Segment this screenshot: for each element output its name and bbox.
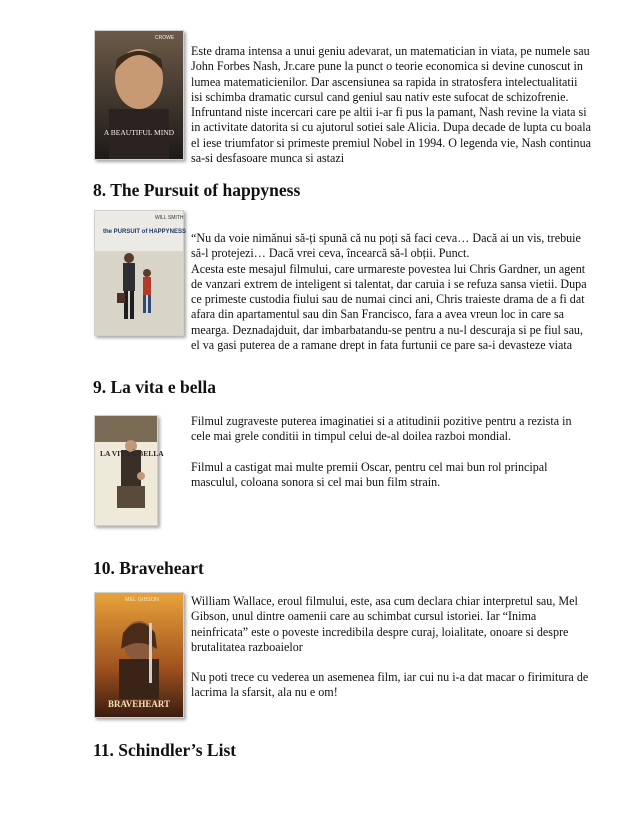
- paragraph: Filmul zugraveste puterea imaginatiei si a atitudinii pozitive pentru a rezista in cele mai grele conditii in timpul celui de-al doilea razboi mondial.: [191, 414, 572, 444]
- heading-number: 9.: [93, 377, 107, 397]
- poster-a-beautiful-mind-top: CROWE: [155, 35, 175, 41]
- paragraph: Este drama intensa a unui geniu adevarat, un matematician in viata, pe numele sau John Forbes Nash, Jr.care pune la punct o teorie economica si devine cunoscut in lumea matematicienilor. Dar ascensiunea sa rapida in stratosfera intelectualitatii isi schimba dramatic cursul cand geniul sau nativ este sufocat de schizofrenie. Infruntand niste incercari care pe altii i-ar fi pus la pamant, Nash revine la viata si in activitate datorita si cu ajutorul sotiei sale Alicia. Dupa decade de lupta cu boala el iese triumfator si primeste premiul Nobel in 1994. O legenda vie, Nash continua sa-si desfasoare munca si astazi: [191, 44, 591, 166]
- heading-title: La vita e bella: [110, 377, 216, 397]
- heading-number: 8.: [93, 180, 107, 200]
- poster-braveheart-top: MEL GIBSON: [125, 597, 160, 603]
- poster-pursuit-image: [95, 211, 187, 335]
- paragraph: William Wallace, eroul filmului, este, asa cum declara chiar interpretul sau, Mel Gibson, unul dintre oamenii care au schimbat cursul istoriei. Iar “Inima neinfricata” este o poveste incredibila despre curaj, loialitate, onoare si despre brutalitatea razboaielor: [191, 594, 578, 654]
- poster-braveheart-image: [95, 593, 183, 717]
- poster-braveheart-title: BRAVEHEART: [107, 699, 171, 709]
- heading-title: The Pursuit of happyness: [110, 180, 301, 200]
- poster-braveheart: [94, 592, 184, 718]
- paragraph: Nu poti trece cu vederea un asemenea film, iar cui nu i-a dat macar o firimitura de lacrima la sfarsit, ala nu e om!: [191, 670, 589, 700]
- heading-schindler: [93, 740, 236, 761]
- heading-title: Braveheart: [119, 558, 204, 578]
- heading-la-vita: [93, 377, 216, 398]
- paragraph: Acesta este mesajul filmului, care urmareste povestea lui Chris Gardner, un agent de vanzari extrem de inteligent si talentat, dar caruia i se refuza sansa vietii. Dupa ce primeste custodia fiului sau de numai cinci ani, Chris traieste drama de a fi dat afara din apartamentul sau din San Francisco, fara a avea vreun loc in care sa mearga. Deznadajduit, dar imbarbatandu-se pentru a nu-l descuraja si pe fiul sau, el va gasi puterea de a ramane drept in fata furtunii ce pare sa-i devasteze viata: [191, 261, 587, 353]
- heading-title: Schindler’s List: [118, 740, 237, 760]
- poster-la-vita-e-bella: [94, 415, 164, 526]
- poster-la-vita-image: [95, 416, 164, 525]
- poster-a-beautiful-mind: [94, 30, 184, 160]
- poster-pursuit-of-happyness: [94, 210, 187, 336]
- heading-braveheart: [93, 558, 204, 579]
- text-pursuit: [191, 231, 591, 353]
- poster-la-vita-title: LA VITA È BELLA: [100, 449, 164, 458]
- text-braveheart: [191, 594, 591, 701]
- paragraph: Filmul a castigat mai multe premii Oscar, pentru cel mai bun rol principal masculul, coloana sonora si cel mai bun film strain.: [191, 459, 548, 489]
- poster-pursuit-title: the PURSUIT of HAPPYNESS: [103, 229, 187, 235]
- poster-a-beautiful-mind-image: [95, 31, 183, 159]
- heading-number: 11.: [93, 740, 114, 760]
- text-a-beautiful-mind: [191, 44, 591, 166]
- poster-a-beautiful-mind-title: A BEAUTIFUL MIND: [103, 128, 175, 137]
- heading-pursuit: [93, 180, 300, 201]
- paragraph: “Nu da voie nimănui să-ți spună că nu poți să faci ceva… Dacă ai un vis, trebuie să-l protejezi… Dacă vrei ceva, încearcă să-l obții. Punct.: [191, 231, 581, 261]
- poster-pursuit-top: WILL SMITH: [155, 215, 184, 221]
- text-la-vita: [191, 414, 591, 490]
- heading-number: 10.: [93, 558, 115, 578]
